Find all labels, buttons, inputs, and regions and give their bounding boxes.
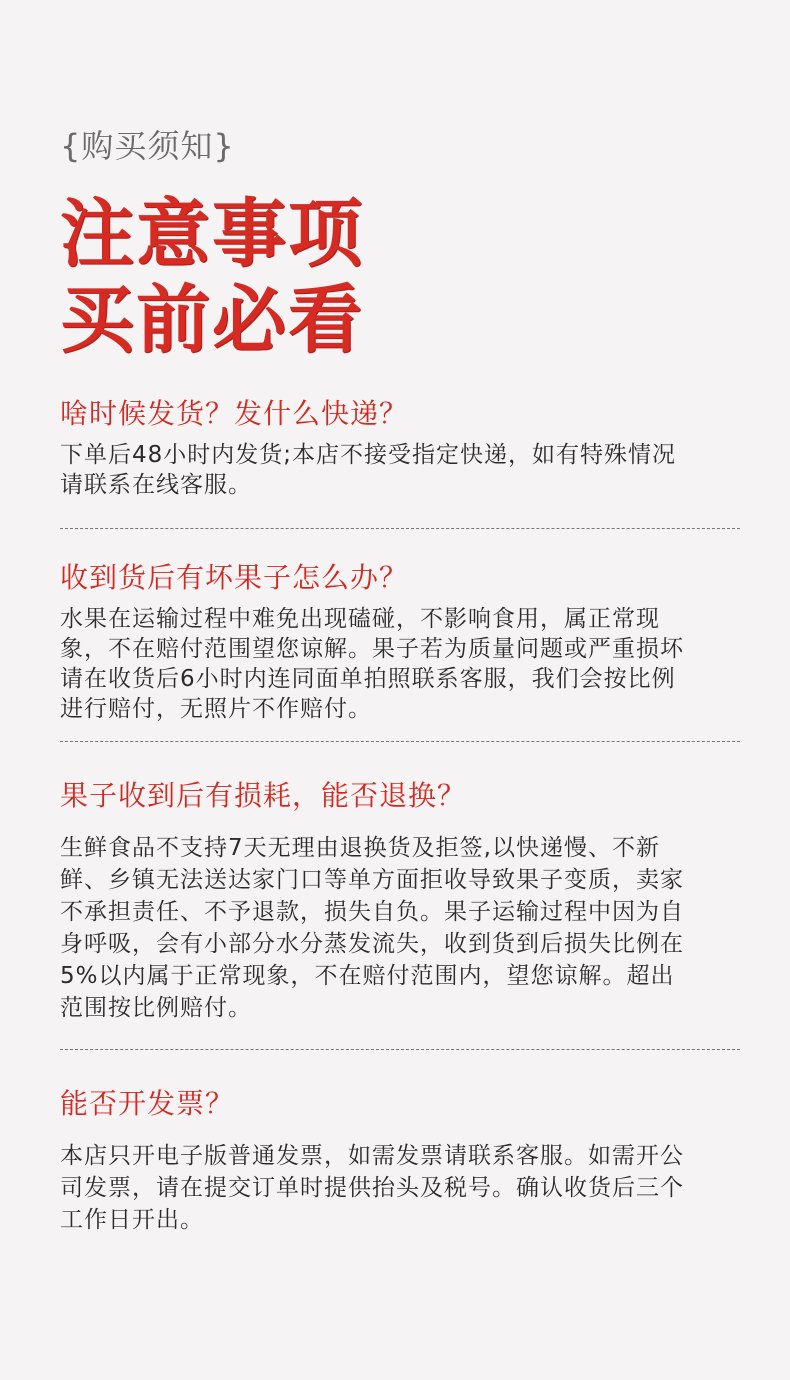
answer-line: 请在收货后6小时内连同面单拍照联系客服，我们会按比例 <box>60 666 676 692</box>
faq-damaged-fruit <box>60 558 740 724</box>
faq-answer <box>60 832 740 1024</box>
headline-line-2: 买前必看 <box>60 277 364 363</box>
answer-line: 象，不在赔付范围望您谅解。果子若为质量问题或严重损坏 <box>60 636 684 662</box>
faq-invoice <box>60 1084 740 1236</box>
answer-line: 不承担责任、不予退款，损失自负。果子运输过程中因为自 <box>60 899 684 925</box>
answer-line: 工作日开出。 <box>60 1207 204 1233</box>
faq-question: 能否开发票？ <box>60 1087 235 1120</box>
faq-answer <box>60 604 740 724</box>
dashed-divider <box>60 1049 740 1050</box>
answer-line: 范围按比例赔付。 <box>60 995 252 1021</box>
answer-line: 下单后48小时内发货;本店不接受指定快递，如有特殊情况 <box>60 442 677 468</box>
notice-tag: {购买须知} <box>60 127 235 165</box>
answer-line: 本店只开电子版普通发票，如需发票请联系客服。如需开公 <box>60 1143 684 1169</box>
answer-line: 鲜、乡镇无法送达家门口等单方面拒收导致果子变质，卖家 <box>60 867 684 893</box>
answer-line: 司发票，请在提交订单时提供抬头及税号。确认收货后三个 <box>60 1175 684 1201</box>
faq-loss-return <box>60 776 740 1024</box>
faq-shipping <box>60 394 740 500</box>
answer-line: 身呼吸，会有小部分水分蒸发流失，收到货到后损失比例在 <box>60 931 684 957</box>
dashed-divider <box>60 741 740 742</box>
answer-line: 进行赔付，无照片不作赔付。 <box>60 696 372 722</box>
answer-line: 5%以内属于正常现象，不在赔付范围内，望您谅解。超出 <box>60 963 675 989</box>
faq-answer <box>60 440 740 500</box>
faq-question: 啥时候发货？发什么快递？ <box>60 397 409 430</box>
answer-line: 生鲜食品不支持7天无理由退换货及拒签,以快递慢、不新 <box>60 835 660 861</box>
answer-line: 水果在运输过程中难免出现磕碰，不影响食用，属正常现 <box>60 606 660 632</box>
faq-question: 收到货后有坏果子怎么办？ <box>60 561 409 594</box>
headline-line-1: 注意事项 <box>60 191 364 277</box>
faq-question: 果子收到后有损耗，能否退换？ <box>60 779 467 812</box>
answer-line: 请联系在线客服。 <box>60 472 252 498</box>
faq-answer <box>60 1140 740 1236</box>
dashed-divider <box>60 528 740 529</box>
